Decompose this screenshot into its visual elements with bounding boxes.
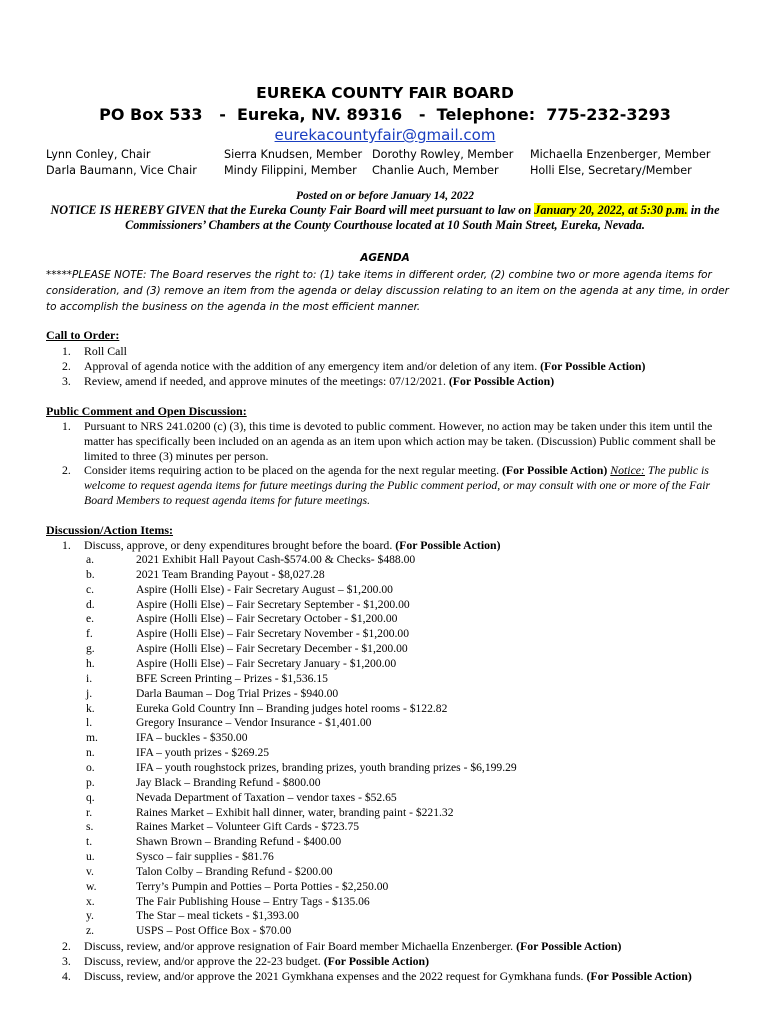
item-number: 4. [62,969,71,983]
item-text: Raines Market – Exhibit hall dinner, water, branding paint - $221.32 [136,805,454,819]
member-name: Michaella Enzenberger, Member [530,148,711,161]
action-label: (For Possible Action) [502,463,608,477]
posted-date: Posted on or before January 14, 2022 [296,190,474,202]
item-text: Pursuant to NRS 241.0200 (c) (3), this time is devoted to public comment. However, no action may be taken under this item until the matter has specifically been included on an agenda as an item upon which action may be taken. (Discussion) Public comment shall be limited to three (3) minutes per person. [84,419,716,463]
member-name: Sierra Knudsen, Member [224,148,363,161]
item-letter: q. [86,790,95,804]
item-letter: m. [86,731,98,745]
members-column-4 [530,147,710,179]
item-text: IFA – buckles - $350.00 [136,731,248,745]
action-label: (For Possible Action) [586,969,692,983]
item-text: Jay Black – Branding Refund - $800.00 [136,775,321,789]
item-text: Aspire (Holli Else) – Fair Secretary September - $1,200.00 [136,597,410,611]
meeting-notice [40,203,730,233]
item-letter: t. [86,835,93,849]
item-letter: b. [86,567,95,581]
item-letter: y. [86,909,94,923]
member-name: Chanlie Auch, Member [372,164,499,177]
members-column-3 [372,147,513,179]
action-label: (For Possible Action) [540,359,646,373]
item-letter: v. [86,864,94,878]
item-number: 2. [62,463,71,477]
item-text: Gregory Insurance – Vendor Insurance - $1,401.00 [136,716,372,730]
item-text: 2021 Exhibit Hall Payout Cash-$574.00 & Checks- $488.00 [136,553,416,566]
item-letter: x. [86,894,95,908]
item-letter: p. [86,775,95,789]
item-text: USPS – Post Office Box - $70.00 [136,924,292,938]
item-letter: c. [86,582,95,596]
item-text: Discuss, review, and/or approve the 2021 Gymkhana expenses and the 2022 request for Gymkhana funds. [84,969,587,983]
action-label: (For Possible Action) [516,939,622,953]
item-text: Aspire (Holli Else) - Fair Secretary August – $1,200.00 [136,582,393,596]
item-letter: h. [86,657,95,670]
item-text: Aspire (Holli Else) – Fair Secretary November - $1,200.00 [136,627,410,641]
item-text: Nevada Department of Taxation – vendor taxes - $52.65 [136,790,397,804]
item-number: 2. [62,359,71,373]
member-name: Holli Else, Secretary/Member [530,164,692,177]
item-number: 3. [62,954,71,968]
member-name: Darla Baumann, Vice Chair [46,164,197,177]
item-letter: s. [86,820,94,834]
member-name: Mindy Filippini, Member [224,164,357,177]
discussion-heading: Discussion/Action Items: [46,523,174,537]
item-letter: r. [86,805,93,819]
call-to-order-heading: Call to Order: [46,328,120,342]
item-letter: w. [86,879,97,893]
item-text: Talon Colby – Branding Refund - $200.00 [136,864,333,878]
members-column-2 [224,147,362,179]
item-text: Aspire (Holli Else) – Fair Secretary October - $1,200.00 [136,612,398,626]
notice-location: in the Commissioners’ Chambers at the County Courthouse located at 10 South Main Street, Eureka, Nevada. [125,203,720,232]
org-title: EUREKA COUNTY FAIR BOARD [256,84,514,102]
item-letter: i. [86,671,93,685]
item-letter: k. [86,701,95,715]
item-text: BFE Screen Printing – Prizes - $1,536.15 [136,671,328,685]
item-number: 1. [62,419,71,433]
item-letter: j. [86,686,93,700]
item-letter: e. [86,612,95,626]
item-text: Consider items requiring action to be placed on the agenda for the next regular meeting. [84,463,502,477]
item-text: Aspire (Holli Else) – Fair Secretary December - $1,200.00 [136,642,408,656]
item-text: Sysco – fair supplies - $81.76 [136,850,274,863]
email-link[interactable]: eurekacountyfair@gmail.com [274,126,496,144]
notice-body: The public is welcome to request agenda items for future meetings during the Public comment period, or may consult with one or more of the Fair Board Members to request agenda items for future meetings. [84,463,711,507]
member-name: Lynn Conley, Chair [46,148,151,161]
item-text: IFA – youth prizes - $269.25 [136,746,270,759]
item-text: Eureka Gold Country Inn – Branding judges hotel rooms - $122.82 [136,701,448,715]
item-text: Raines Market – Volunteer Gift Cards - $723.75 [136,820,360,834]
item-letter: u. [86,850,95,863]
item-number: 3. [62,374,71,388]
item-text: The Fair Publishing House – Entry Tags - $135.06 [136,894,370,908]
item-letter: d. [86,597,95,611]
item-text: Discuss, review, and/or approve the 22-23 budget. [84,954,324,968]
item-text: Shawn Brown – Branding Refund - $400.00 [136,835,342,849]
item-number: 1. [62,538,71,552]
action-label: (For Possible Action) [448,374,555,388]
please-note: *****PLEASE NOTE: The Board reserves the right to: (1) take items in different order, (2) combine two or more agenda items for consideration, and (3) remove an item from the agenda or delay discussion relating to an item on the agenda at any time, in order to accomplish the business on the agenda in the most efficient manner. [46,269,729,313]
item-letter: a. [86,553,95,566]
address-line: PO Box 533 - Eureka, NV. 89316 - Telephone: 775-232-3293 [99,105,671,124]
item-letter: z. [86,924,95,938]
action-label: (For Possible Action) [395,538,501,552]
item-text: Review, amend if needed, and approve minutes of the meetings: 07/12/2021. [84,374,449,388]
item-text: Roll Call [84,344,127,358]
item-text: Aspire (Holli Else) – Fair Secretary January - $1,200.00 [136,657,397,670]
item-letter: g. [86,642,95,656]
meeting-date-highlight: January 20, 2022, at 5:30 p.m. [534,203,688,217]
item-letter: n. [86,746,95,759]
item-letter: f. [86,627,93,641]
item-text: IFA – youth roughstock prizes, branding prizes, youth branding prizes - $6,199.29 [136,760,517,774]
item-letter: l. [86,716,93,730]
item-text: Darla Bauman – Dog Trial Prizes - $940.00 [136,686,339,700]
members-column-1 [46,147,197,179]
agenda-title: AGENDA [360,252,410,264]
item-text: Discuss, review, and/or approve resignation of Fair Board member Michaella Enzenberger. [84,939,517,953]
item-text: The Star – meal tickets - $1,393.00 [136,909,299,923]
item-text: 2021 Team Branding Payout - $8,027.28 [136,567,325,581]
item-text: Approval of agenda notice with the addition of any emergency item and/or deletion of any item. [84,359,541,373]
action-label: (For Possible Action) [323,954,429,968]
notice-label: Notice: [610,463,645,477]
item-number: 1. [62,344,71,358]
item-letter: o. [86,760,95,774]
public-comment-heading: Public Comment and Open Discussion: [46,404,247,418]
item-text: Discuss, approve, or deny expenditures brought before the board. [84,538,396,552]
item-text: Terry’s Pumpin and Potties – Porta Potties - $2,250.00 [136,879,389,893]
member-name: Dorothy Rowley, Member [372,148,514,161]
item-number: 2. [62,939,71,953]
notice-text: NOTICE IS HEREBY GIVEN that the Eureka County Fair Board will meet pursuant to law on [50,203,535,217]
